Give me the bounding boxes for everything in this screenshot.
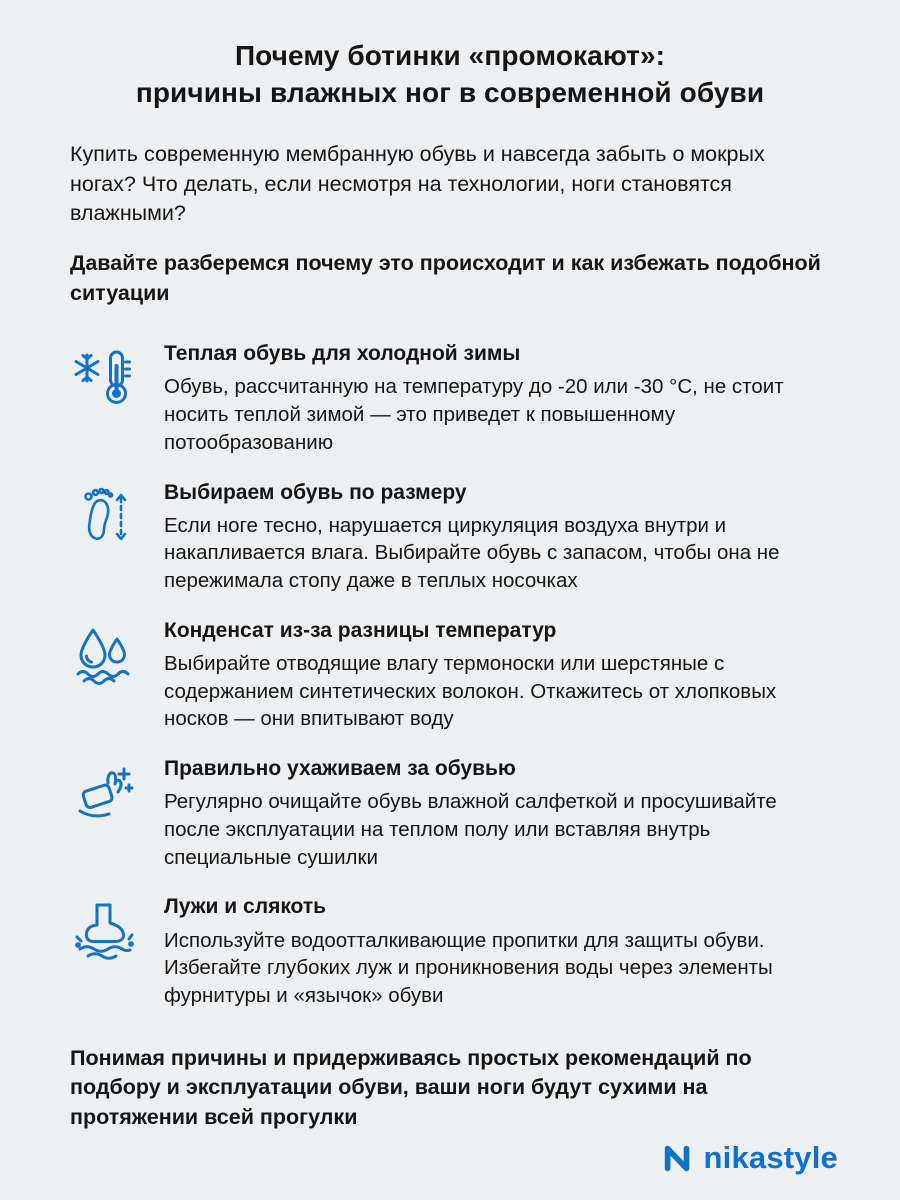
section-shoe-care [70, 755, 830, 871]
section-warm-shoes [70, 340, 830, 456]
brand-name: nikastyle [703, 1140, 838, 1175]
section-content [164, 340, 830, 456]
section-title: Правильно ухаживаем за обувью [164, 757, 516, 781]
title-line-2: причины влажных ног в современной обуви [135, 76, 765, 108]
section-shoe-size [70, 479, 830, 595]
brand-footer [661, 1140, 839, 1176]
water-drops-icon [72, 623, 136, 687]
section-puddles [70, 893, 830, 1009]
section-text: Если ноге тесно, нарушается циркуляция воздуха внутри и накапливается влага. Выбирайте обувь с запасом, чтобы она не пережимала стопу даже в теплых носочках [164, 513, 780, 593]
boot-puddle-icon [72, 899, 136, 963]
page-title [70, 38, 830, 112]
conclusion-paragraph: Понимая причины и придерживаясь простых рекомендаций по подбору и эксплуатации обуви, ваши ноги будут сухими на протяжении всей прогулки [70, 1045, 752, 1130]
section-title: Лужи и слякоть [164, 895, 327, 919]
foot-measure-icon [72, 485, 136, 549]
section-content [164, 755, 830, 871]
section-text: Используйте водоотталкивающие пропитки для защиты обуви. Избегайте глубоких луж и проникновения воды через элементы фурнитуры и «язычок» обуви [164, 928, 773, 1008]
section-text: Регулярно очищайте обувь влажной салфеткой и просушивайте после эксплуатации на теплом полу или вставляя внутрь специальные сушилки [164, 790, 777, 869]
section-title: Конденсат из-за разницы температур [164, 618, 557, 642]
intro-paragraph: Купить современную мембранную обувь и навсегда забыть о мокрых ногах? Что делать, если несмотря на технологии, ноги становятся влажными? [70, 141, 765, 226]
reasons-list [70, 340, 830, 1010]
section-title: Выбираем обувь по размеру [164, 480, 467, 504]
title-line-1: Почему ботинки «промокают»: [234, 40, 666, 71]
lead-paragraph: Давайте разберемся почему это происходит и как избежать подобной ситуации [70, 250, 821, 305]
nikastyle-logo-icon [661, 1141, 695, 1175]
section-content [164, 479, 830, 595]
cleaning-wipe-icon [72, 761, 136, 825]
section-text: Обувь, рассчитанную на температуру до -20 или -30 °С, не стоит носить теплой зимой — это приведет к повышенному потообразованию [164, 375, 784, 454]
section-title: Теплая обувь для холодной зимы [164, 342, 521, 366]
section-content [164, 617, 830, 733]
section-text: Выбирайте отводящие влагу термоноски или шерстяные с содержанием синтетических волокон. Откажитесь от хлопковых носков — они впитывают воду [164, 652, 777, 731]
section-content [164, 893, 830, 1009]
section-condensation [70, 617, 830, 733]
snowflake-thermometer-icon [72, 346, 136, 410]
